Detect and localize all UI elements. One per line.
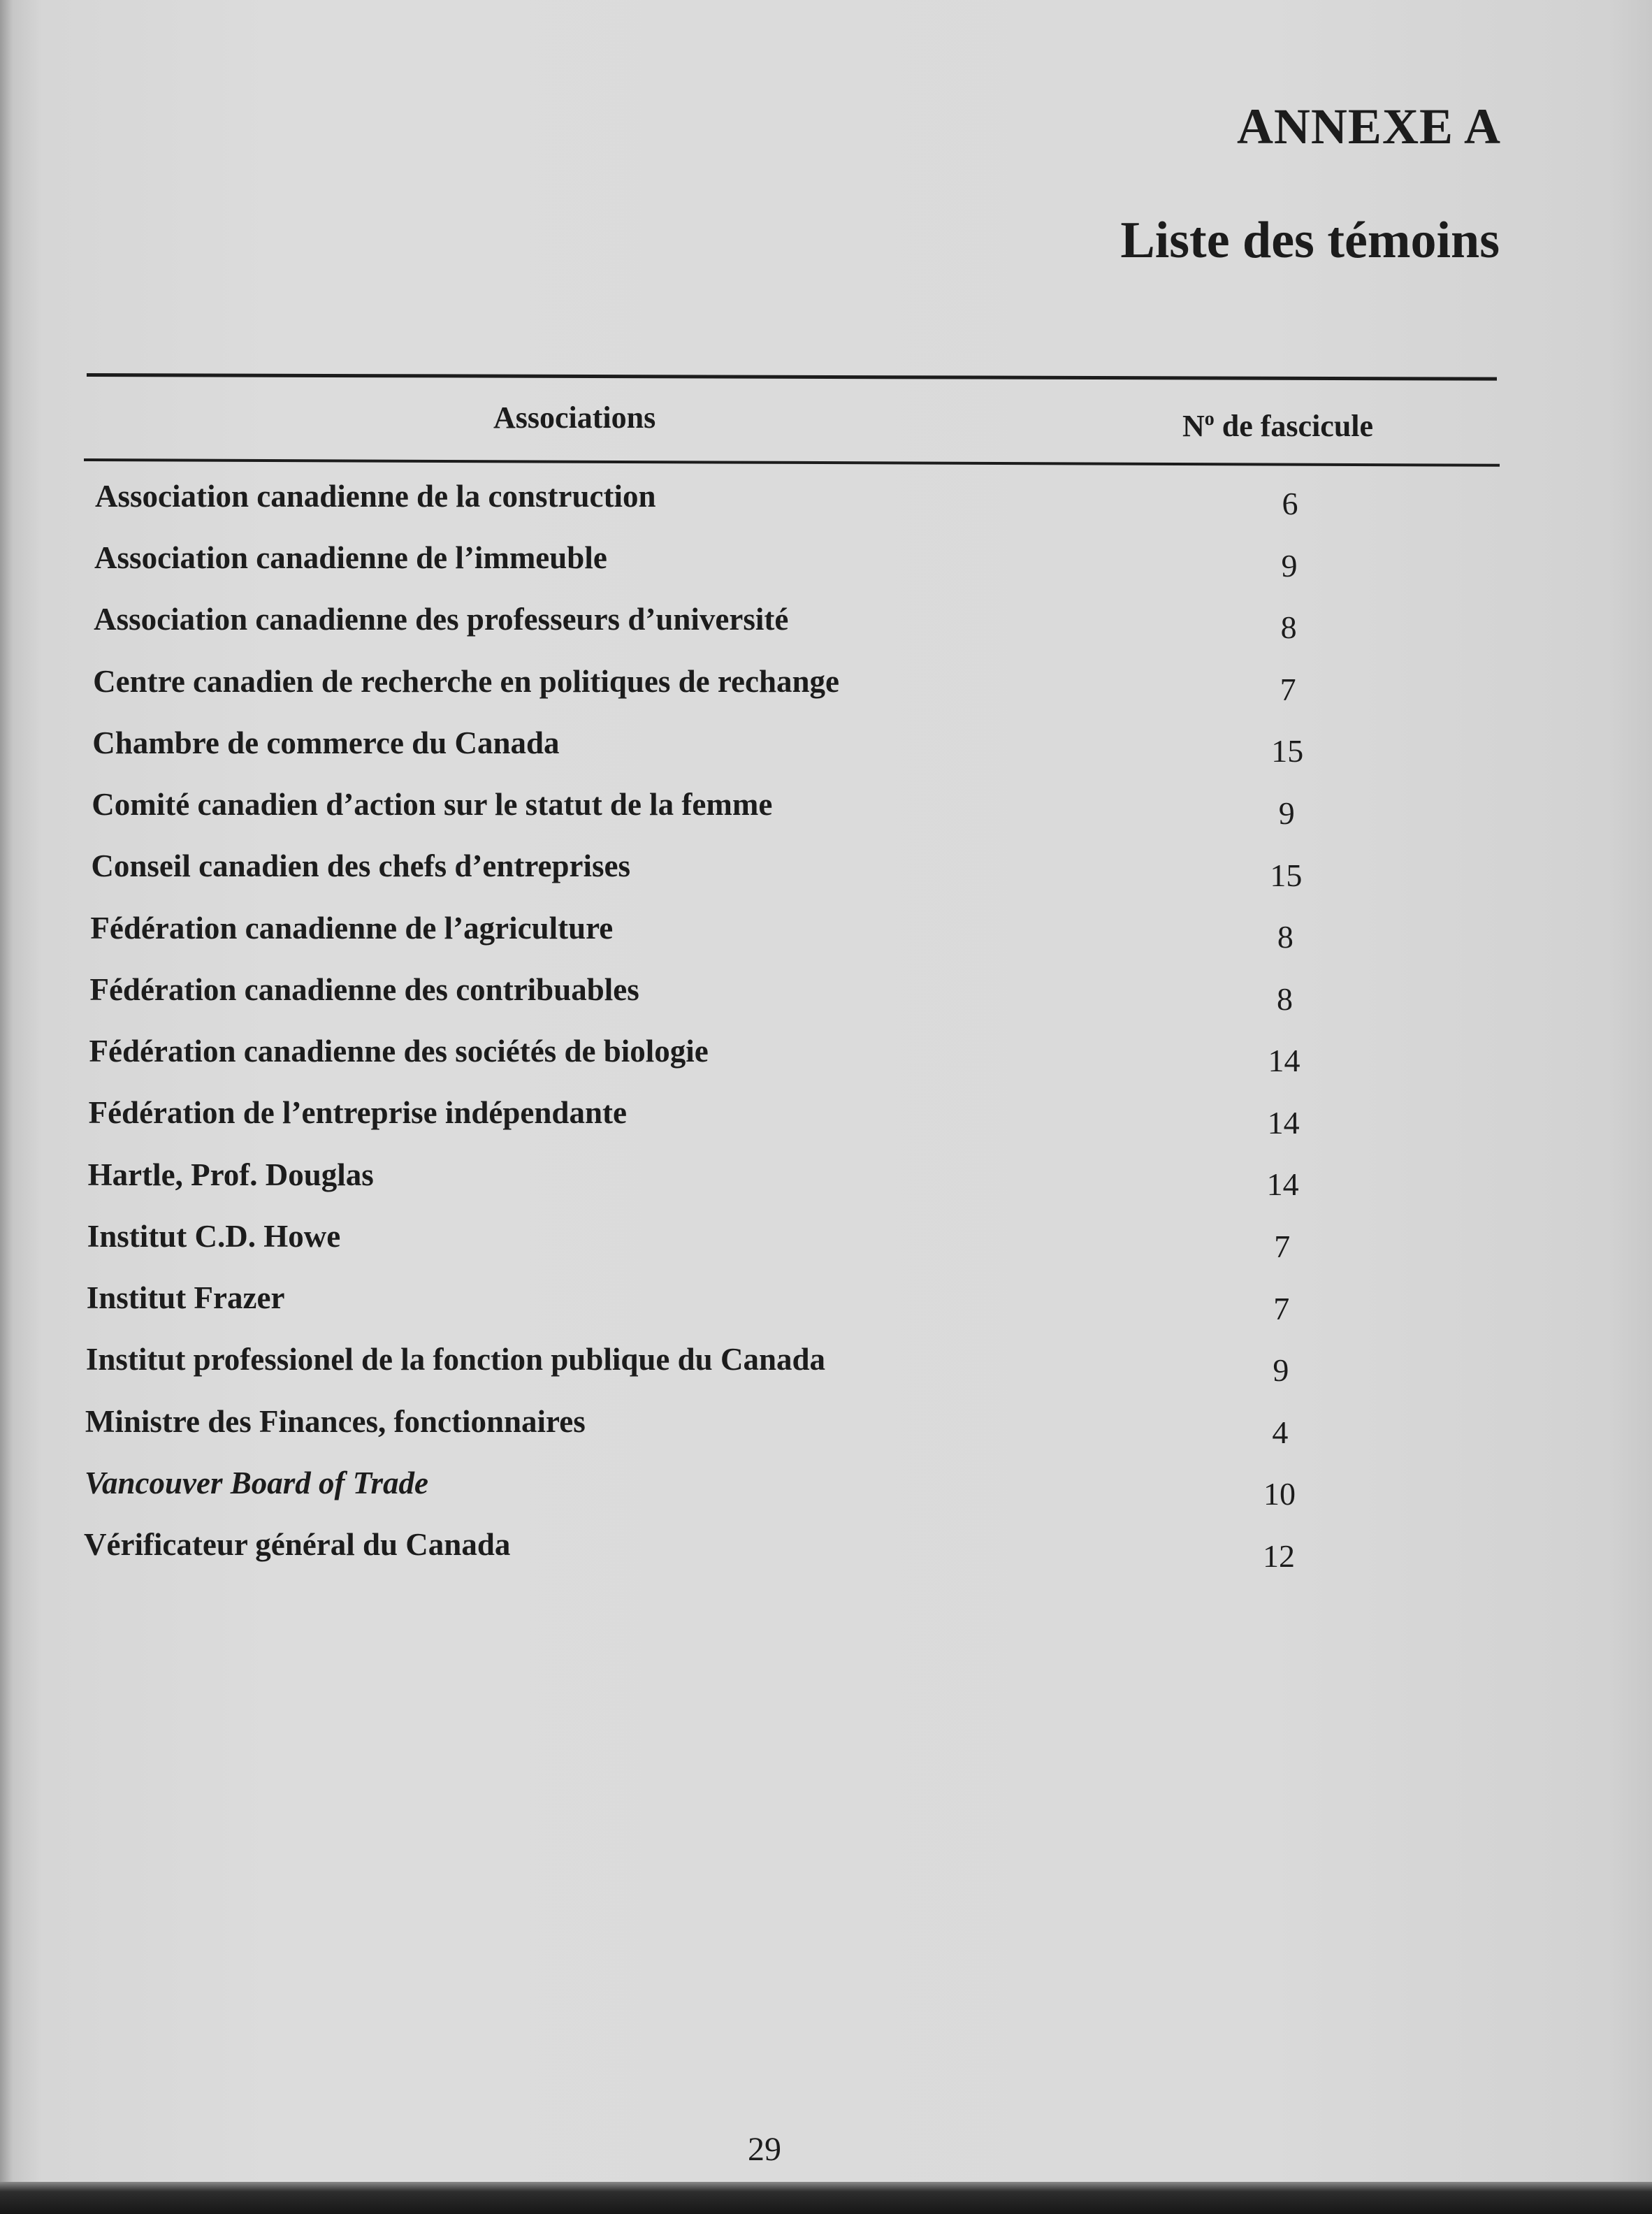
column-header-number-prefix: N [1182, 409, 1205, 443]
witness-issue-number: 9 [1278, 795, 1295, 831]
witness-issue-number: 15 [1270, 857, 1303, 893]
witness-issue-number: 8 [1277, 919, 1294, 955]
witness-name: Institut C.D. Howe [87, 1218, 341, 1254]
witness-name: Vancouver Board of Trade [84, 1465, 429, 1500]
witness-name: Conseil canadien des chefs d’entreprises [91, 848, 631, 884]
witness-issue-number: 7 [1274, 1229, 1291, 1265]
witness-issue-number: 8 [1276, 981, 1293, 1017]
witness-issue-number: 8 [1280, 609, 1297, 646]
witness-issue-number: 14 [1267, 1104, 1300, 1141]
witness-name: Chambre de commerce du Canada [92, 725, 560, 760]
witness-name: Hartle, Prof. Douglas [87, 1157, 374, 1192]
page-title: Liste des témoins [1120, 212, 1500, 269]
witness-name: Association canadienne de la construction [95, 479, 656, 514]
witness-name: Fédération canadienne de l’agriculture [90, 910, 614, 946]
column-header-number-suffix: de fascicule [1214, 409, 1374, 443]
witness-issue-number: 14 [1268, 1043, 1300, 1079]
witness-issue-number: 10 [1263, 1476, 1296, 1512]
column-header-associations: Associations [493, 400, 656, 435]
witness-issue-number: 9 [1281, 547, 1298, 584]
witness-name: Ministre des Finances, fonctionnaires [85, 1403, 586, 1439]
witness-name: Vérificateur général du Canada [84, 1527, 511, 1562]
witness-issue-number: 15 [1271, 733, 1304, 769]
page-number: 29 [748, 2131, 781, 2168]
witness-name: Institut Frazer [86, 1280, 285, 1316]
witness-name: Association canadienne de l’immeuble [94, 540, 607, 576]
witness-issue-number: 6 [1282, 486, 1298, 521]
page-bottom-edge [0, 2182, 1652, 2214]
witness-name: Fédération de l’entreprise indépendante [88, 1095, 627, 1131]
witness-issue-number: 7 [1280, 671, 1296, 707]
witness-name: Fédération canadienne des contribuables [89, 971, 639, 1007]
witness-issue-number: 9 [1273, 1352, 1289, 1389]
column-header-number-superscript: o [1204, 408, 1215, 430]
annex-label: ANNEXE A [1236, 99, 1501, 154]
witness-name: Centre canadien de recherche en politiques de rechange [93, 663, 839, 699]
witness-issue-number: 7 [1273, 1290, 1290, 1326]
witness-issue-number: 4 [1272, 1414, 1289, 1450]
witness-name: Institut professionel de la fonction publique du Canada [85, 1342, 825, 1377]
witness-name: Association canadienne des professeurs d’université [94, 602, 789, 637]
witness-name: Comité canadien d’action sur le statut de la femme [92, 787, 773, 823]
witness-issue-number: 14 [1266, 1166, 1299, 1203]
witness-name: Fédération canadienne des sociétés de biologie [89, 1034, 709, 1069]
witness-issue-number: 12 [1263, 1538, 1295, 1574]
